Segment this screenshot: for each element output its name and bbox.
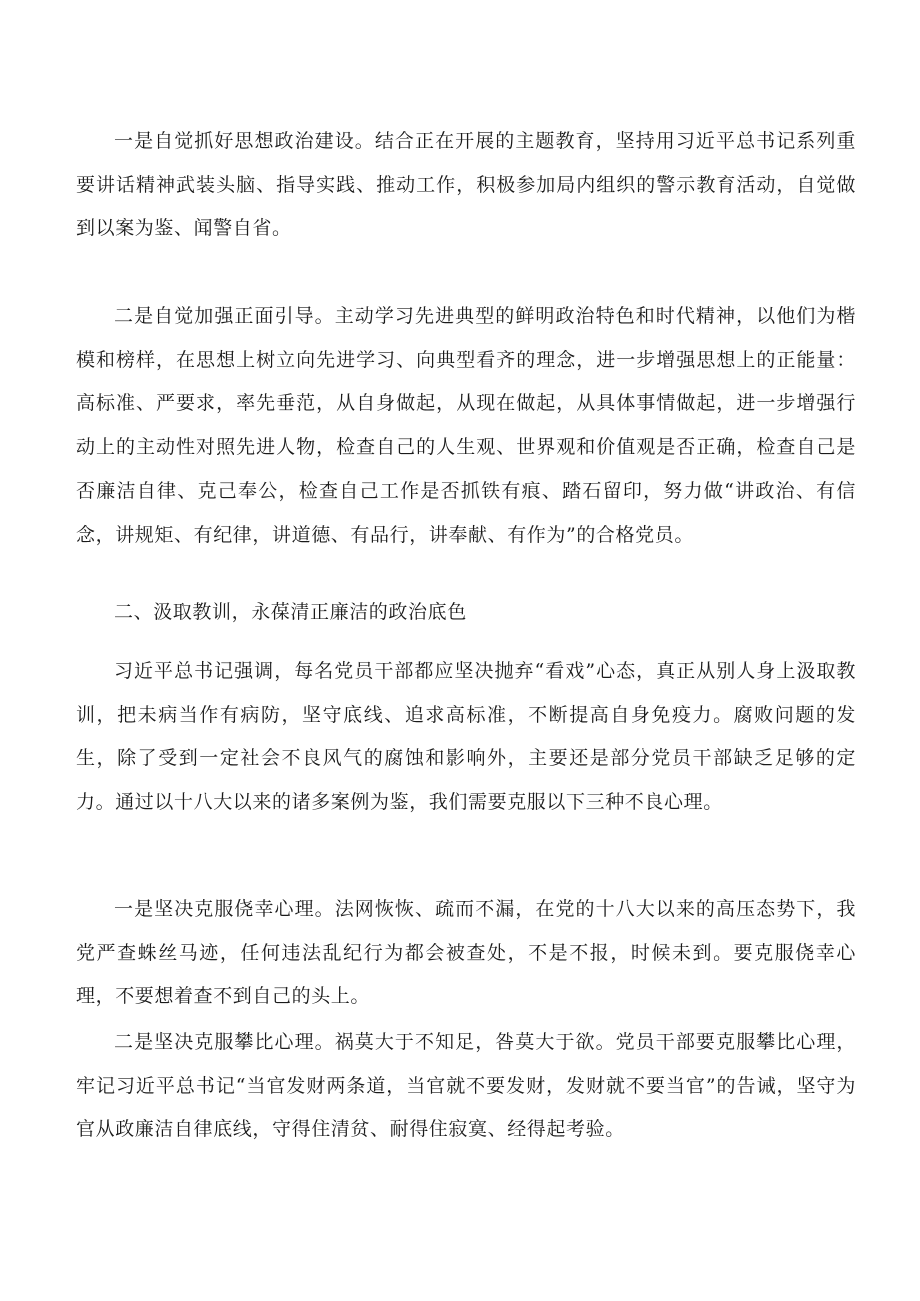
paragraph-positive-guidance: 二是自觉加强正面引导。主动学习先进典型的鲜明政治特色和时代精神，以他们为楷模和榜样，在思想上树立向先进学习、向典型看齐的理念，进一步增强思想上的正能量：高标准、严要求，率先垂范，从自身做起，从现在做起，从具体事情做起，进一步增强行动上的主动性对照先进人物，检查自己的人生观、世界观和价值观是否正确，检查自己是否廉洁自律、克己奉公，检查自己工作是否抓铁有痕、踏石留印，努力做“讲政治、有信念，讲规矩、有纪律，讲道德、有品行，讲奉献、有作为”的合格党员。: [76, 305, 856, 546]
paragraph-political-building: 一是自觉抓好思想政治建设。结合正在开展的主题教育，坚持用习近平总书记系列重要讲话精神武装头脑、指导实践、推动工作，积极参加局内组织的警示教育活动，自觉做到以案为鉴、闻警自省。: [76, 130, 856, 240]
paragraph-learn-lessons: 习近平总书记强调，每名党员干部都应坚决抛弃“看戏”心态，真正从别人身上汲取教训，把未病当作有病防，坚守底线、追求高标准，不断提高自身免疫力。腐败问题的发生，除了受到一定社会不良风气的腐蚀和影响外，主要还是部分党员干部缺乏足够的定力。通过以十八大以来的诸多案例为鉴，我们需要克服以下三种不良心理。: [76, 660, 856, 814]
section-heading-lessons: 二、汲取教训，永葆清正廉洁的政治底色: [114, 601, 467, 623]
paragraph-overcome-luck-mentality: 一是坚决克服侥幸心理。法网恢恢、疏而不漏，在党的十八大以来的高压态势下，我党严查蛛丝马迹，任何违法乱纪行为都会被查处，不是不报，时候未到。要克服侥幸心理，不要想着查不到自己的头上。: [76, 898, 856, 1008]
paragraph-overcome-comparison-mentality: 二是坚决克服攀比心理。祸莫大于不知足，咎莫大于欲。党员干部要克服攀比心理，牢记习近平总书记“当官发财两条道，当官就不要发财，发财就不要当官”的告诫，坚守为官从政廉洁自律底线，守得住清贫、耐得住寂寞、经得起考验。: [76, 1031, 856, 1141]
